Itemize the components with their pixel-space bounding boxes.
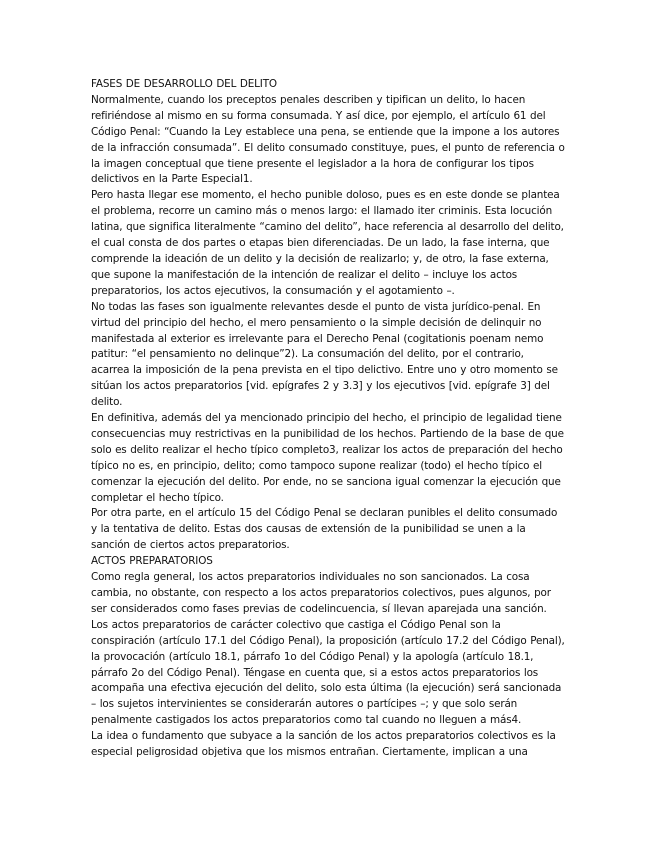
paragraph-intro-5: Por otra parte, en el artículo 15 del Código Penal se declaran punibles el delito consumado y la tentativa de delito. Estas dos causas de extensión de la punibilidad se unen a la sanción de ciertos actos preparatorios. — [91, 507, 558, 552]
paragraph-section-2: La idea o fundamento que subyace a la sanción de los actos preparatorios colectivos es la especial peligrosidad objetiva que los mismos entrañan. Ciertamente, implican a una — [91, 730, 556, 759]
paragraph-intro-4: En definitiva, además del ya mencionado principio del hecho, el principio de legalidad tiene consecuencias muy restrictivas en la punibilidad de los hechos. Partiendo de la base de que solo es delito realizar el hecho típico completo3, realizar los actos de preparación del hecho típico no es, en principio, delito; como tampoco supone realizar (todo) el hecho típico el comenzar la ejecución del delito. Por ende, no se sanciona igual comenzar la ejecución que completar el hecho típico. — [91, 412, 564, 504]
paragraph-intro-1: Normalmente, cuando los preceptos penales describen y tipifican un delito, lo hacen refiriéndose al mismo en su forma consumada. Y así dice, por ejemplo, el artículo 61 del Código Penal: “Cuando la Ley establece una pena, se entiende que la impone a los autores de la infracción consumada”. El delito consumado constituye, pues, el punto de referencia o la imagen conceptual que tiene presente el legislador a la hora de configurar los tipos delictivos en la Parte Especial1. — [91, 93, 565, 186]
document-title: FASES DE DESARROLLO DEL DELITO — [91, 78, 277, 90]
paragraph-intro-2: Pero hasta llegar ese momento, el hecho punible doloso, pues es en este donde se plantea el problema, recorre un camino más o menos largo: el llamado iter criminis. Esta locución latina, que significa literalmente “camino del delito”, hace referencia al desarrollo del delito, el cual consta de dos partes o etapas bien diferenciadas. De un lado, la fase interna, que comprende la ideación de un delito y la decisión de realizarlo; y, de otro, la fase externa, que supone la manifestación de la intención de realizar el delito – incluye los actos preparatorios, los actos ejecutivos, la consumación y el agotamiento –. — [91, 189, 564, 297]
section-heading: ACTOS PREPARATORIOS — [91, 555, 213, 568]
paragraph-intro-3: No todas las fases son igualmente relevantes desde el punto de vista jurídico-penal. En virtud del principio del hecho, el mero pensamiento o la simple decisión de delinquir no manifestada al exterior es irrelevante para el Derecho Penal (cogitationis poenam nemo patitur: “el pensamiento no delinque”2). La consumación del delito, por el contrario, acarrea la imposición de la pena prevista en el tipo delictivo. Entre uno y otro momento se sitúan los actos preparatorios [vid. epígrafes 2 y 3.3] y los ejecutivos [vid. epígrafe 3] del delito. — [91, 300, 558, 409]
document-body — [91, 77, 565, 761]
paragraph-section-1: Como regla general, los actos preparatorios individuales no son sancionados. La cosa cambia, no obstante, con respecto a los actos preparatorios colectivos, pues algunos, por ser considerados como fases previas de codelincuencia, sí llevan aparejada una sanción. Los actos preparatorios de carácter colectivo que castiga el Código Penal son la conspiración (artículo 17.1 del Código Penal), la proposición (artículo 17.2 del Código Penal), la provocación (artículo 18.1, párrafo 1o del Código Penal) y la apología (artículo 18.1, párrafo 2o del Código Penal). Téngase en cuenta que, si a estos actos preparatorios los acompaña una efectiva ejecución del delito, solo esta última (la ejecución) será sancionada – los sujetos intervinientes se considerarán autores o partícipes –; y que solo serán penalmente castigados los actos preparatorios como tal cuando no lleguen a más4. — [91, 571, 565, 727]
